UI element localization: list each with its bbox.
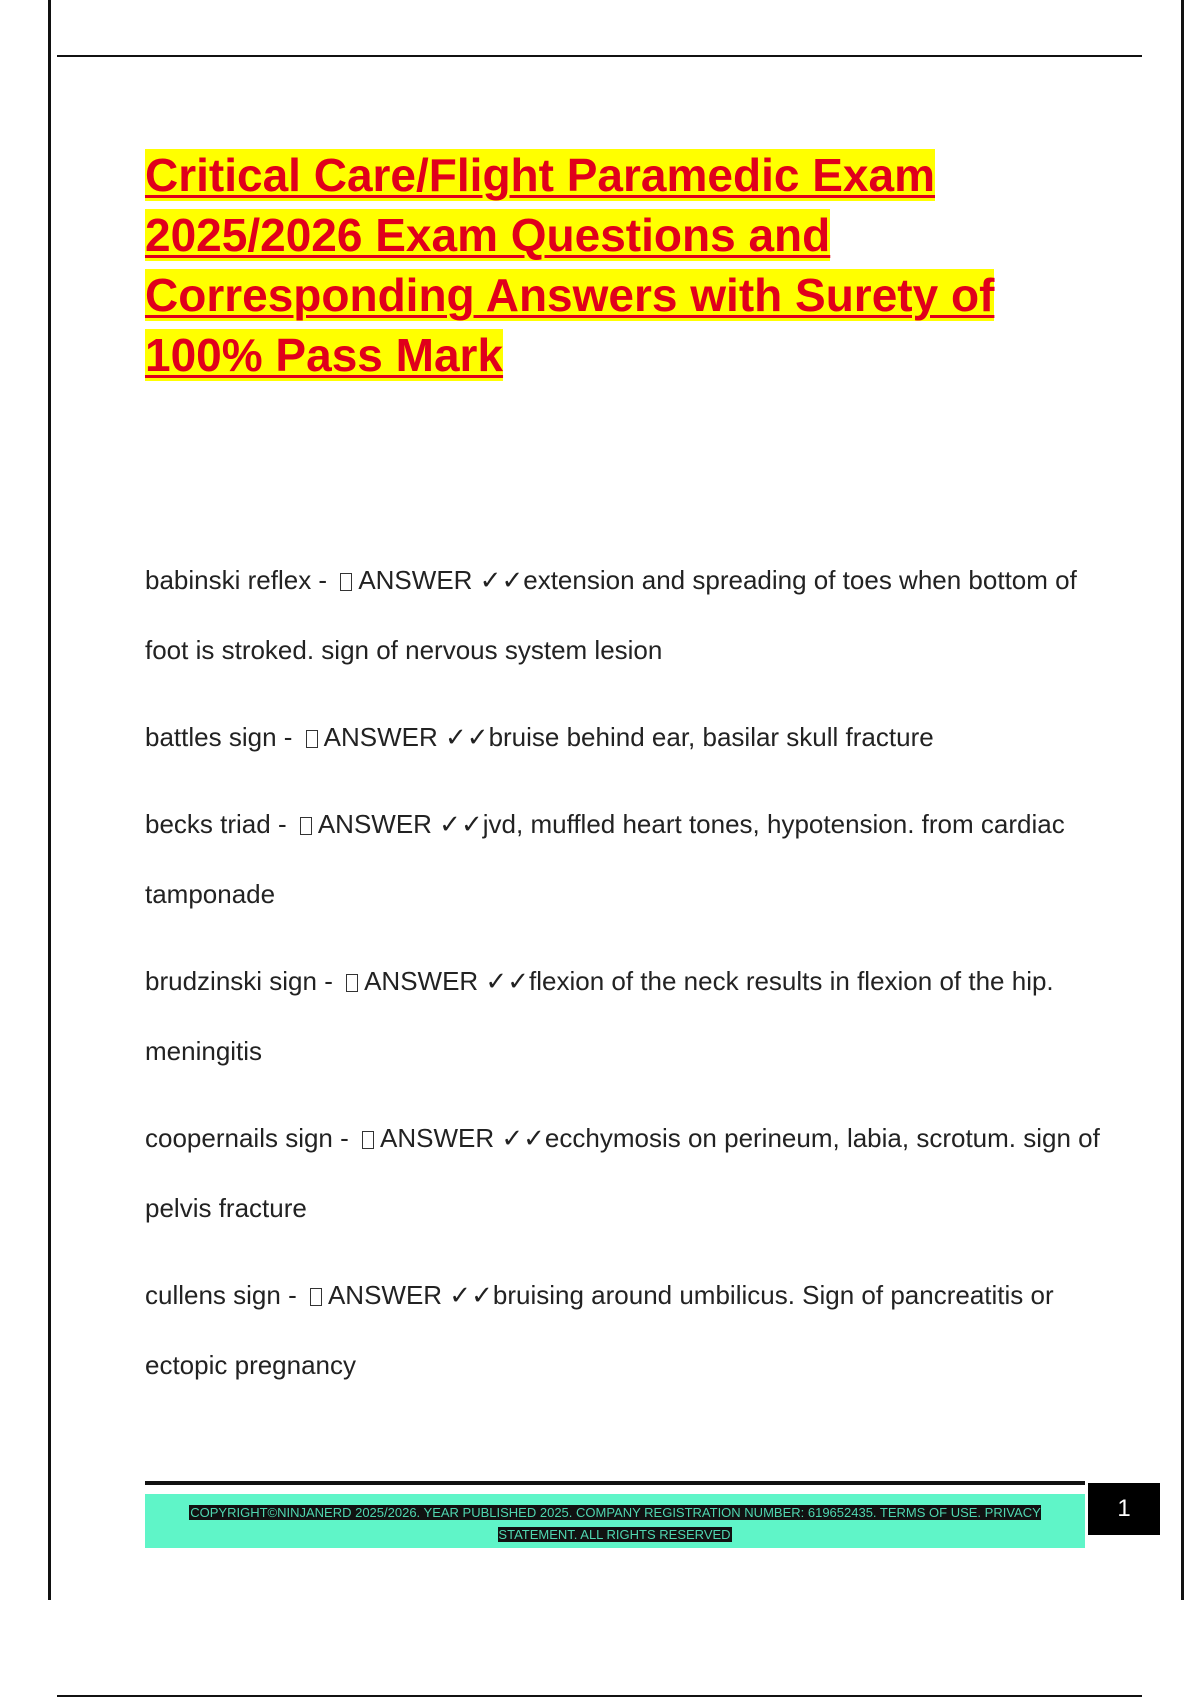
qa-list [145,545,1105,1417]
page-border-right [1181,0,1184,1600]
copyright-text-wrap [165,1502,1065,1546]
missing-glyph-icon [362,1131,374,1149]
qa-answer-marker: ANSWER ✓✓ [317,809,483,839]
qa-answer: flexion of the neck results in flexion of the hip. meningitis [145,966,1054,1066]
missing-glyph-icon [346,974,358,992]
footer-rule [145,1481,1085,1485]
page-number: 1 [1088,1483,1160,1535]
qa-answer: jvd, muffled heart tones, hypotension. from cardiac tamponade [145,809,1065,909]
qa-term: babinski reflex [145,565,312,595]
qa-answer: extension and spreading of toes when bottom of foot is stroked. sign of nervous system lesion [145,565,1077,665]
qa-item: coopernails sign - ANSWER ✓✓ecchymosis on perineum, labia, scrotum. sign of pelvis fracture [145,1123,1100,1223]
qa-term: coopernails sign [145,1123,333,1153]
qa-item: cullens sign - ANSWER ✓✓bruising around umbilicus. Sign of pancreatitis or ectopic pregnancy [145,1280,1054,1380]
qa-item: becks triad - ANSWER ✓✓jvd, muffled heart tones, hypotension. from cardiac tamponade [145,809,1065,909]
missing-glyph-icon [300,817,312,835]
qa-item: battles sign - ANSWER ✓✓bruise behind ear, basilar skull fracture [145,722,934,752]
header-rule [57,55,1142,57]
document-title [145,145,1075,385]
qa-answer-marker: ANSWER ✓✓ [327,1280,493,1310]
qa-term: battles sign [145,722,277,752]
qa-answer-marker: ANSWER ✓✓ [380,1123,545,1153]
qa-answer-marker: ANSWER ✓✓ [358,565,524,595]
qa-answer: bruise behind ear, basilar skull fracture [488,722,934,752]
document-title-text: Critical Care/Flight Paramedic Exam 2025/2026 Exam Questions and Corresponding Answers with Surety of 100% Pass Mark [145,149,995,381]
qa-item: brudzinski sign - ANSWER ✓✓flexion of the neck results in flexion of the hip. meningitis [145,966,1054,1066]
page-border-left [48,0,51,1600]
missing-glyph-icon [340,573,352,591]
missing-glyph-icon [306,730,318,748]
copyright-text: COPYRIGHT©NINJANERD 2025/2026. YEAR PUBLISHED 2025. COMPANY REGISTRATION NUMBER: 619652435. TERMS OF USE. PRIVACY STATEMENT. ALL RIGHTS RESERVED [190,1505,1041,1542]
next-page-rule [57,1695,1142,1697]
qa-term: becks triad [145,809,271,839]
qa-term: cullens sign [145,1280,281,1310]
qa-answer-marker: ANSWER ✓✓ [323,722,489,752]
qa-term: brudzinski sign [145,966,317,996]
missing-glyph-icon [310,1288,322,1306]
qa-answer-marker: ANSWER ✓✓ [364,966,530,996]
qa-answer: ecchymosis on perineum, labia, scrotum. sign of pelvis fracture [145,1123,1100,1223]
qa-item: babinski reflex - ANSWER ✓✓extension and spreading of toes when bottom of foot is stroked. sign of nervous system lesion [145,565,1077,665]
qa-answer: bruising around umbilicus. Sign of pancreatitis or ectopic pregnancy [145,1280,1054,1380]
copyright-footer [145,1494,1085,1548]
